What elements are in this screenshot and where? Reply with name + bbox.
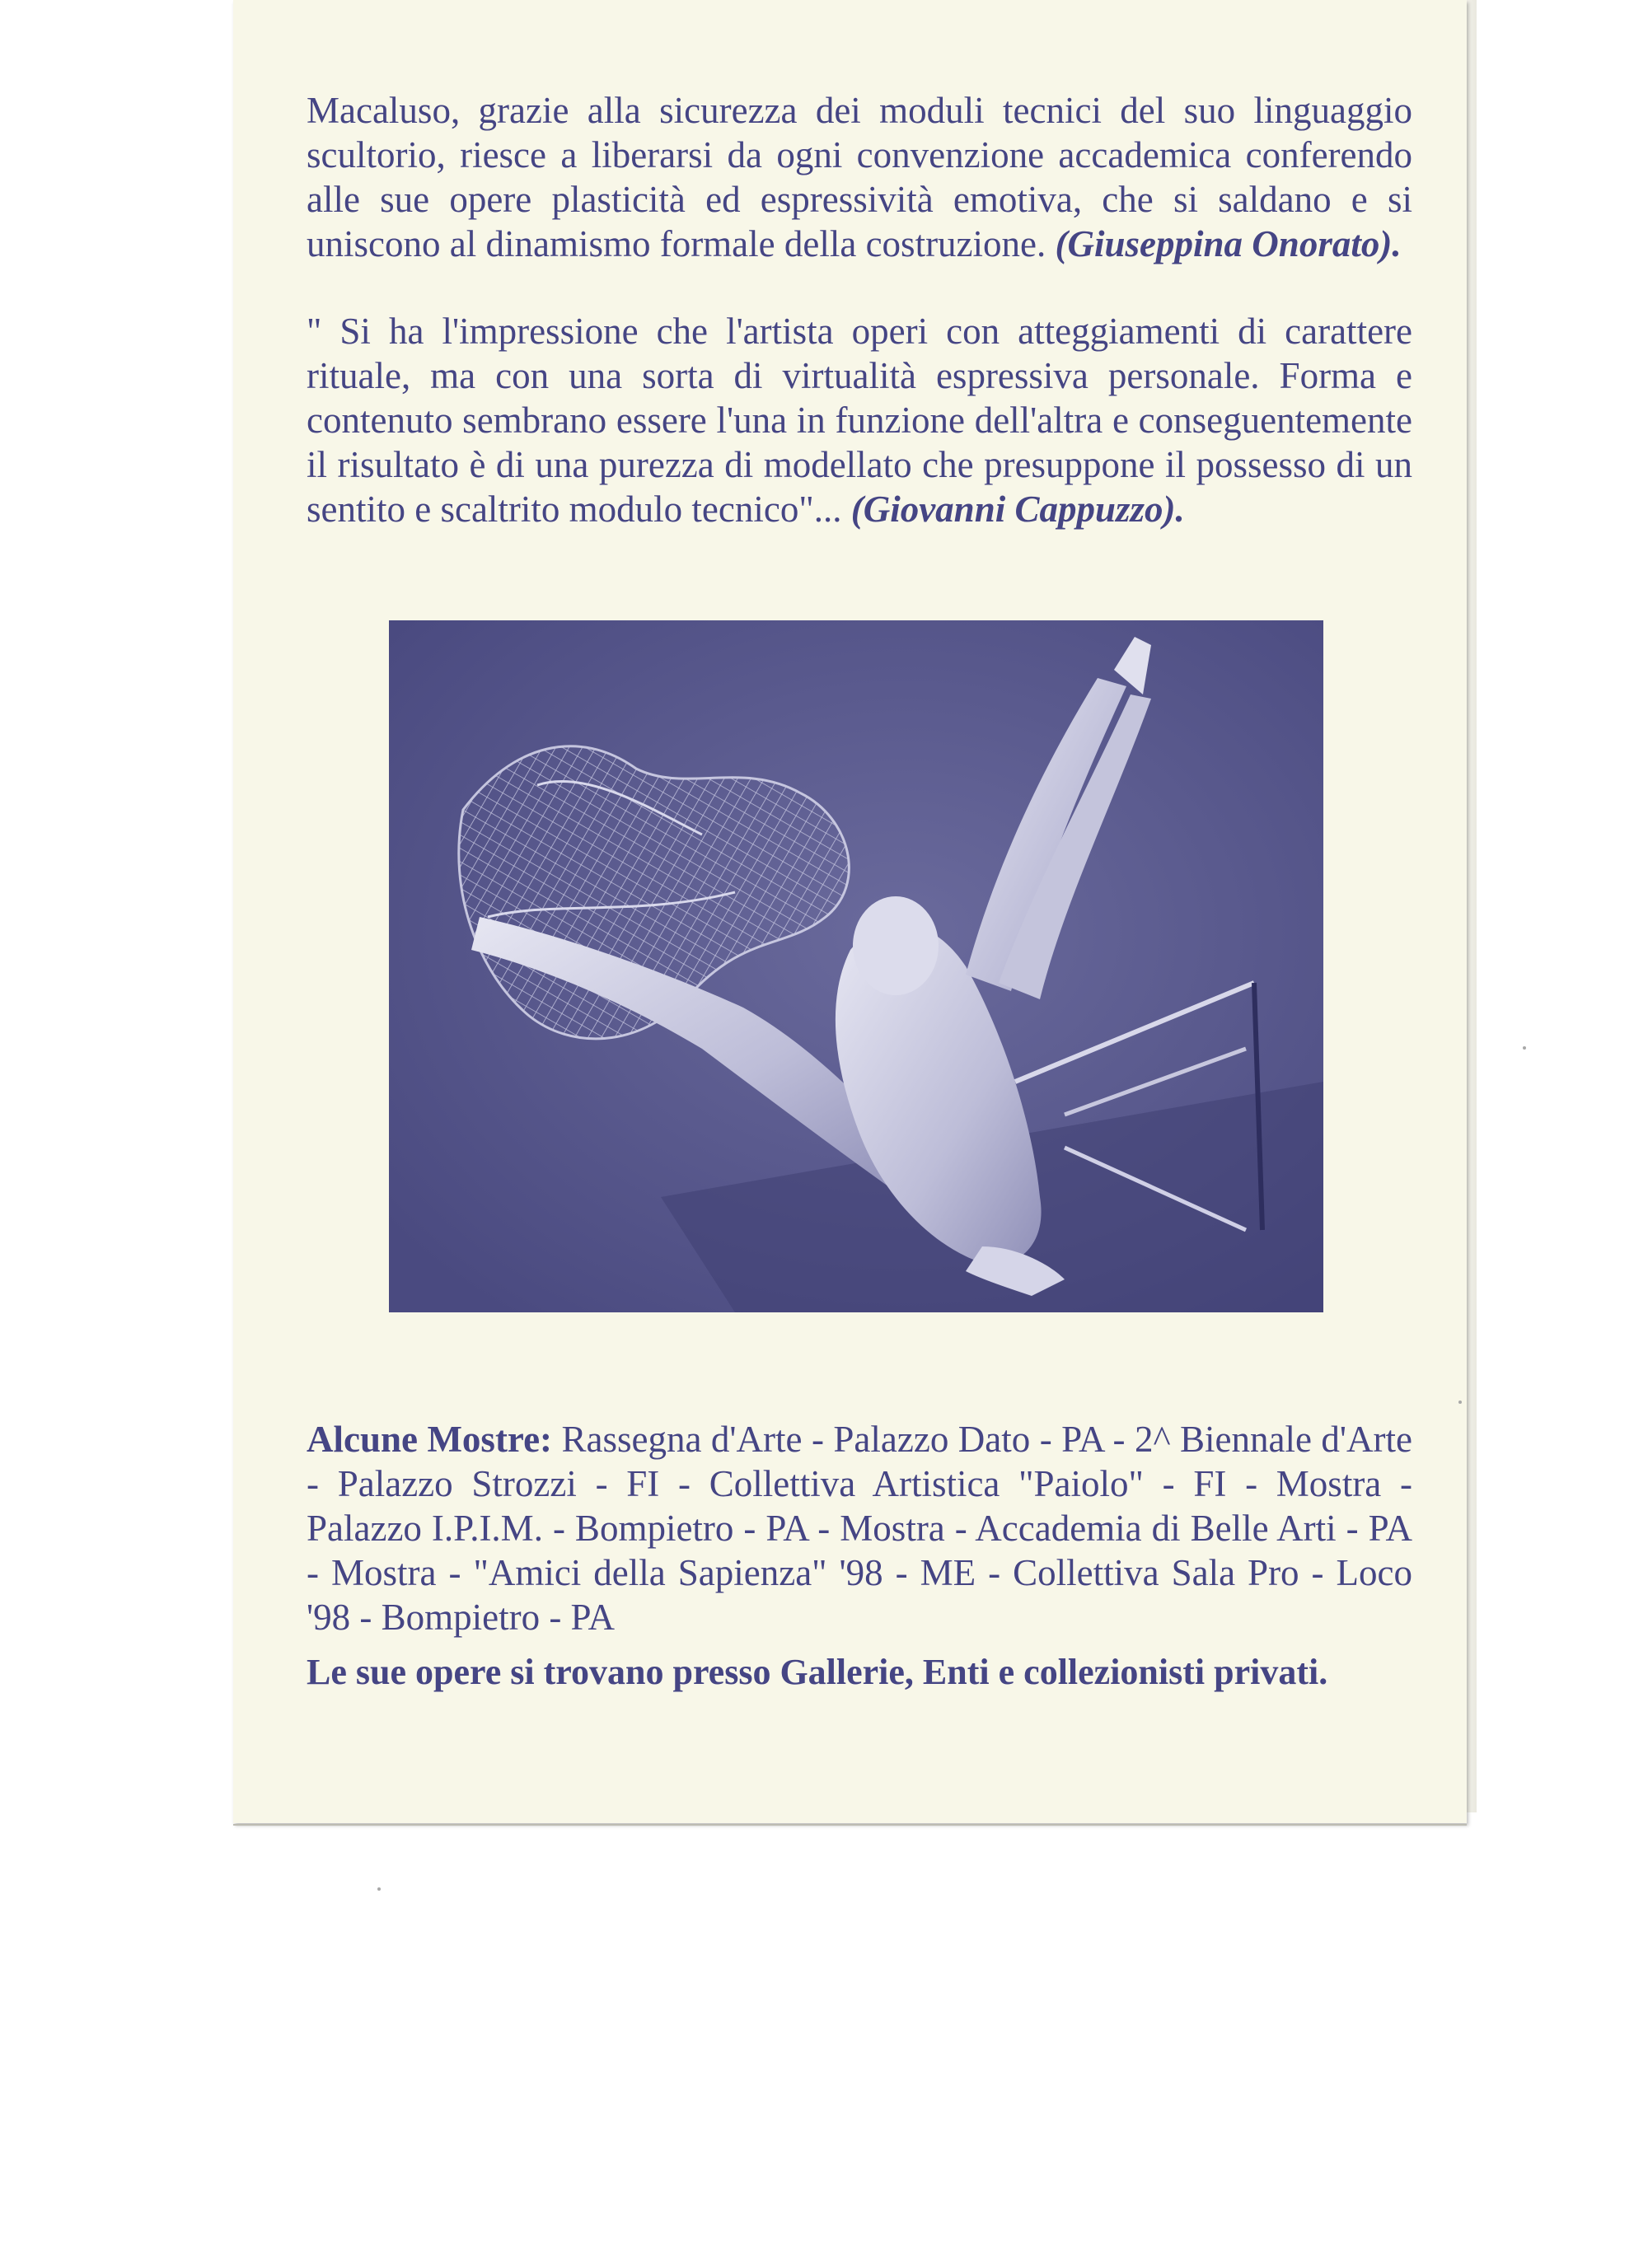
collections-note	[307, 1650, 1412, 1695]
exhibitions-text: Rassegna d'Arte - Palazzo Dato - PA - 2^ Biennale d'Arte - Palazzo Strozzi - FI - Collettiva Artistica "Paiolo" - FI - Mostra - Palazzo I.P.I.M. - Bompietro - PA - Mostra - Accademia di Belle Arti - PA - Mostra - "Amici della Sapienza" '98 - ME - Collettiva Sala Pro - Loco '98 - Bompietro - PA	[307, 1419, 1412, 1638]
quote-text: Macaluso, grazie alla sicurezza dei moduli tecnici del suo linguaggio scultorio, riesce a liberarsi da ogni convenzione accademica conferendo alle sue opere plasticità ed espressività emotiva, che si saldano e si uniscono al dinamismo formale della costruzione.	[307, 90, 1412, 264]
quote-text: " Si ha l'impressione che l'artista operi con atteggiamenti di carattere rituale, ma con una sorta di virtualità espressiva personale. Forma e contenuto sembrano essere l'una in funzione dell'altra e conseguentemente il risultato è di una purezza di modellato che presuppone il possesso di un sentito e scaltrito modulo tecnico"...	[307, 311, 1412, 530]
scan-edge	[1465, 0, 1477, 1812]
sculpture-illustration	[389, 620, 1323, 1312]
quote-author: (Giovanni Cappuzzo).	[850, 489, 1185, 530]
dust-speck	[1523, 1046, 1526, 1050]
exhibitions-label: Alcune Mostre:	[307, 1419, 553, 1460]
quote-cappuzzo	[307, 309, 1412, 531]
exhibitions-section	[307, 1417, 1412, 1639]
quote-author: (Giuseppina Onorato).	[1055, 223, 1402, 264]
quote-onorato	[307, 88, 1412, 266]
sculpture-photo	[389, 620, 1323, 1312]
scan-shadow-line	[233, 1824, 1467, 1826]
dust-speck	[1458, 1401, 1462, 1404]
dust-speck	[377, 1887, 381, 1891]
collections-note-text: Le sue opere si trovano presso Gallerie, Enti e collezionisti privati.	[307, 1652, 1328, 1692]
